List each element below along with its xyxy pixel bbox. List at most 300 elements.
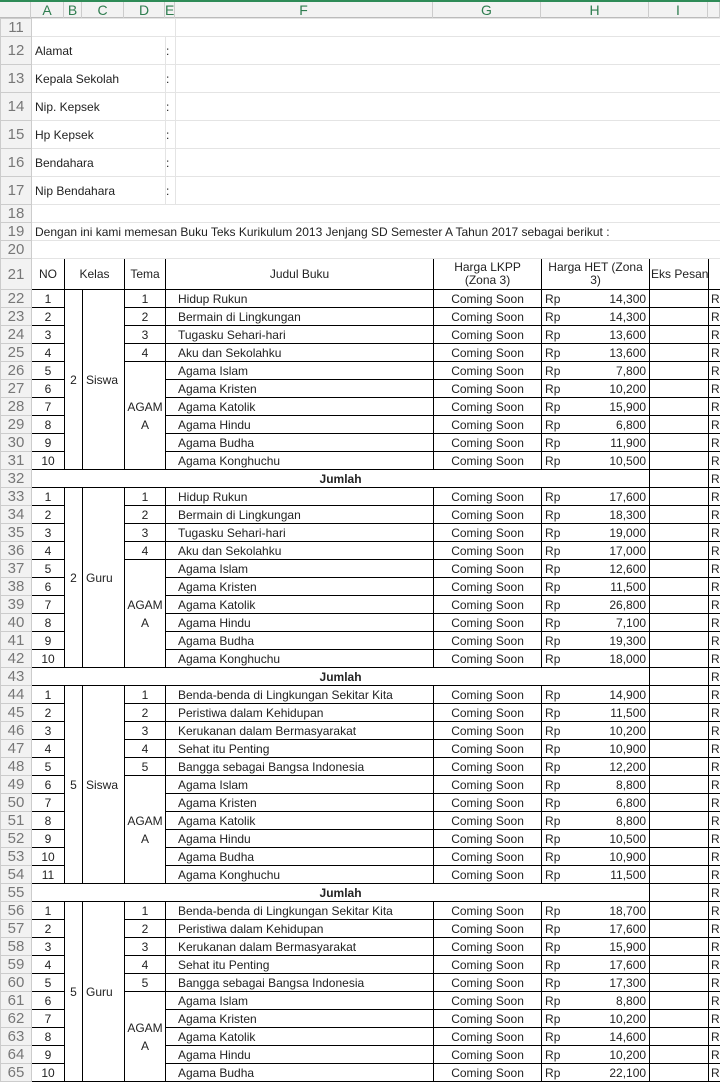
overflow-cell[interactable]: R bbox=[709, 506, 720, 524]
overflow-cell[interactable]: R bbox=[709, 992, 720, 1010]
overflow-cell[interactable]: R bbox=[709, 848, 720, 866]
judul-buku-cell[interactable]: Agama Konghuchu bbox=[166, 866, 434, 884]
row-header[interactable]: 62 bbox=[1, 1010, 32, 1028]
tema-cell[interactable]: 5 bbox=[125, 974, 166, 992]
kelas-label[interactable]: Siswa bbox=[83, 686, 125, 884]
judul-buku-cell[interactable]: Agama Katolik bbox=[166, 596, 434, 614]
eks-pesan-cell[interactable] bbox=[650, 398, 709, 416]
eks-pesan-cell[interactable] bbox=[650, 362, 709, 380]
judul-buku-cell[interactable]: Bangga sebagai Bangsa Indonesia bbox=[166, 758, 434, 776]
harga-het-cell[interactable] bbox=[542, 794, 650, 812]
row-header[interactable]: 27 bbox=[1, 380, 32, 398]
no-cell[interactable]: 4 bbox=[32, 740, 65, 758]
judul-buku-cell[interactable]: Agama Hindu bbox=[166, 830, 434, 848]
no-cell[interactable]: 5 bbox=[32, 560, 65, 578]
harga-het-cell[interactable] bbox=[542, 290, 650, 308]
cell[interactable] bbox=[32, 241, 720, 259]
harga-lkpp-cell[interactable]: Coming Soon bbox=[434, 434, 542, 452]
overflow-cell[interactable]: R bbox=[709, 344, 720, 362]
overflow-cell[interactable]: R bbox=[709, 470, 720, 488]
harga-het-cell[interactable] bbox=[542, 722, 650, 740]
row-header[interactable]: 28 bbox=[1, 398, 32, 416]
row-header[interactable]: 25 bbox=[1, 344, 32, 362]
harga-het-cell[interactable] bbox=[542, 560, 650, 578]
overflow-cell[interactable]: R bbox=[709, 794, 720, 812]
row-header[interactable]: 40 bbox=[1, 614, 32, 632]
row-header[interactable]: 38 bbox=[1, 578, 32, 596]
no-cell[interactable]: 9 bbox=[32, 632, 65, 650]
judul-buku-cell[interactable]: Aku dan Sekolahku bbox=[166, 344, 434, 362]
harga-het-cell[interactable] bbox=[542, 344, 650, 362]
no-cell[interactable]: 6 bbox=[32, 776, 65, 794]
harga-het-cell[interactable] bbox=[542, 326, 650, 344]
row-header[interactable]: 47 bbox=[1, 740, 32, 758]
harga-het-cell[interactable] bbox=[542, 848, 650, 866]
eks-pesan-cell[interactable] bbox=[650, 1010, 709, 1028]
judul-buku-cell[interactable]: Agama Katolik bbox=[166, 398, 434, 416]
overflow-cell[interactable]: R bbox=[709, 416, 720, 434]
harga-lkpp-cell[interactable]: Coming Soon bbox=[434, 722, 542, 740]
harga-lkpp-cell[interactable]: Coming Soon bbox=[434, 596, 542, 614]
harga-het-cell[interactable] bbox=[542, 416, 650, 434]
row-header[interactable]: 44 bbox=[1, 686, 32, 704]
eks-pesan-cell[interactable] bbox=[650, 812, 709, 830]
no-cell[interactable]: 10 bbox=[32, 650, 65, 668]
harga-lkpp-cell[interactable]: Coming Soon bbox=[434, 1046, 542, 1064]
overflow-cell[interactable]: R bbox=[709, 776, 720, 794]
judul-buku-cell[interactable]: Agama Konghuchu bbox=[166, 650, 434, 668]
judul-buku-cell[interactable]: Agama Budha bbox=[166, 1064, 434, 1082]
harga-het-cell[interactable] bbox=[542, 974, 650, 992]
info-value-field[interactable] bbox=[176, 149, 720, 177]
select-all-corner[interactable] bbox=[0, 2, 31, 18]
no-cell[interactable]: 8 bbox=[32, 416, 65, 434]
no-cell[interactable]: 1 bbox=[32, 902, 65, 920]
harga-lkpp-cell[interactable]: Coming Soon bbox=[434, 758, 542, 776]
cell[interactable] bbox=[709, 259, 720, 290]
eks-pesan-cell[interactable] bbox=[650, 992, 709, 1010]
judul-buku-cell[interactable]: Agama Konghuchu bbox=[166, 452, 434, 470]
row-header[interactable]: 35 bbox=[1, 524, 32, 542]
harga-het-cell[interactable] bbox=[542, 1046, 650, 1064]
row-header[interactable]: 32 bbox=[1, 470, 32, 488]
harga-het-cell[interactable] bbox=[542, 902, 650, 920]
row-header[interactable]: 50 bbox=[1, 794, 32, 812]
tema-cell[interactable]: 4 bbox=[125, 740, 166, 758]
tema-cell[interactable]: 5 bbox=[125, 758, 166, 776]
harga-het-cell[interactable] bbox=[542, 1010, 650, 1028]
harga-lkpp-cell[interactable]: Coming Soon bbox=[434, 1064, 542, 1082]
row-header[interactable]: 61 bbox=[1, 992, 32, 1010]
harga-het-cell[interactable] bbox=[542, 992, 650, 1010]
judul-buku-cell[interactable]: Agama Hindu bbox=[166, 614, 434, 632]
overflow-cell[interactable]: R bbox=[709, 524, 720, 542]
eks-pesan-cell[interactable] bbox=[650, 704, 709, 722]
column-header[interactable]: H bbox=[541, 2, 649, 18]
overflow-cell[interactable]: R bbox=[709, 326, 720, 344]
row-header[interactable]: 37 bbox=[1, 560, 32, 578]
row-header[interactable]: 60 bbox=[1, 974, 32, 992]
tema-cell[interactable]: 3 bbox=[125, 722, 166, 740]
judul-buku-cell[interactable]: Agama Kristen bbox=[166, 380, 434, 398]
harga-lkpp-cell[interactable]: Coming Soon bbox=[434, 974, 542, 992]
no-cell[interactable]: 6 bbox=[32, 992, 65, 1010]
harga-lkpp-cell[interactable]: Coming Soon bbox=[434, 614, 542, 632]
jumlah-eks-cell[interactable] bbox=[650, 470, 709, 488]
tema-cell[interactable]: 2 bbox=[125, 920, 166, 938]
row-header[interactable]: 16 bbox=[1, 149, 32, 177]
harga-lkpp-cell[interactable]: Coming Soon bbox=[434, 992, 542, 1010]
overflow-cell[interactable]: R bbox=[709, 920, 720, 938]
overflow-cell[interactable]: R bbox=[709, 956, 720, 974]
row-header[interactable]: 34 bbox=[1, 506, 32, 524]
eks-pesan-cell[interactable] bbox=[650, 920, 709, 938]
overflow-cell[interactable]: R bbox=[709, 290, 720, 308]
no-cell[interactable]: 3 bbox=[32, 524, 65, 542]
harga-het-cell[interactable] bbox=[542, 920, 650, 938]
harga-lkpp-cell[interactable]: Coming Soon bbox=[434, 686, 542, 704]
tema-cell[interactable]: 1 bbox=[125, 290, 166, 308]
no-cell[interactable]: 6 bbox=[32, 578, 65, 596]
judul-buku-cell[interactable]: Hidup Rukun bbox=[166, 290, 434, 308]
eks-pesan-cell[interactable] bbox=[650, 560, 709, 578]
harga-lkpp-cell[interactable]: Coming Soon bbox=[434, 1010, 542, 1028]
judul-buku-cell[interactable]: Agama Kristen bbox=[166, 578, 434, 596]
harga-lkpp-cell[interactable]: Coming Soon bbox=[434, 542, 542, 560]
judul-buku-cell[interactable]: Agama Kristen bbox=[166, 794, 434, 812]
eks-pesan-cell[interactable] bbox=[650, 956, 709, 974]
overflow-cell[interactable]: R bbox=[709, 740, 720, 758]
row-header[interactable]: 23 bbox=[1, 308, 32, 326]
cell[interactable] bbox=[176, 19, 720, 37]
eks-pesan-cell[interactable] bbox=[650, 758, 709, 776]
harga-lkpp-cell[interactable]: Coming Soon bbox=[434, 632, 542, 650]
row-header[interactable]: 63 bbox=[1, 1028, 32, 1046]
tema-cell[interactable]: 4 bbox=[125, 344, 166, 362]
row-header[interactable]: 58 bbox=[1, 938, 32, 956]
row-header[interactable]: 57 bbox=[1, 920, 32, 938]
kelas-label[interactable]: Guru bbox=[83, 488, 125, 668]
eks-pesan-cell[interactable] bbox=[650, 614, 709, 632]
row-header[interactable]: 21 bbox=[1, 259, 32, 290]
judul-buku-cell[interactable]: Bermain di Lingkungan bbox=[166, 308, 434, 326]
row-header[interactable]: 53 bbox=[1, 848, 32, 866]
row-header[interactable]: 46 bbox=[1, 722, 32, 740]
row-header[interactable]: 54 bbox=[1, 866, 32, 884]
overflow-cell[interactable]: R bbox=[709, 308, 720, 326]
no-cell[interactable]: 7 bbox=[32, 794, 65, 812]
harga-lkpp-cell[interactable]: Coming Soon bbox=[434, 344, 542, 362]
judul-buku-cell[interactable]: Agama Hindu bbox=[166, 416, 434, 434]
judul-buku-cell[interactable]: Aku dan Sekolahku bbox=[166, 542, 434, 560]
overflow-cell[interactable]: R bbox=[709, 758, 720, 776]
harga-het-cell[interactable] bbox=[542, 506, 650, 524]
harga-lkpp-cell[interactable]: Coming Soon bbox=[434, 416, 542, 434]
no-cell[interactable]: 10 bbox=[32, 452, 65, 470]
eks-pesan-cell[interactable] bbox=[650, 776, 709, 794]
no-cell[interactable]: 1 bbox=[32, 686, 65, 704]
no-cell[interactable]: 7 bbox=[32, 1010, 65, 1028]
no-cell[interactable]: 3 bbox=[32, 326, 65, 344]
harga-het-cell[interactable] bbox=[542, 956, 650, 974]
info-value-field[interactable] bbox=[176, 65, 720, 93]
no-cell[interactable]: 10 bbox=[32, 848, 65, 866]
row-header[interactable]: 43 bbox=[1, 668, 32, 686]
no-cell[interactable]: 5 bbox=[32, 758, 65, 776]
harga-het-cell[interactable] bbox=[542, 542, 650, 560]
no-cell[interactable]: 9 bbox=[32, 830, 65, 848]
overflow-cell[interactable]: R bbox=[709, 542, 720, 560]
overflow-cell[interactable]: R bbox=[709, 398, 720, 416]
row-header[interactable]: 12 bbox=[1, 37, 32, 65]
eks-pesan-cell[interactable] bbox=[650, 1046, 709, 1064]
eks-pesan-cell[interactable] bbox=[650, 938, 709, 956]
column-header[interactable]: I bbox=[649, 2, 708, 18]
overflow-cell[interactable]: R bbox=[709, 1064, 720, 1082]
harga-lkpp-cell[interactable]: Coming Soon bbox=[434, 290, 542, 308]
harga-lkpp-cell[interactable]: Coming Soon bbox=[434, 578, 542, 596]
info-value-field[interactable] bbox=[176, 177, 720, 205]
harga-lkpp-cell[interactable]: Coming Soon bbox=[434, 956, 542, 974]
eks-pesan-cell[interactable] bbox=[650, 848, 709, 866]
harga-het-cell[interactable] bbox=[542, 524, 650, 542]
overflow-cell[interactable]: R bbox=[709, 560, 720, 578]
row-header[interactable]: 41 bbox=[1, 632, 32, 650]
row-header[interactable]: 56 bbox=[1, 902, 32, 920]
overflow-cell[interactable]: R bbox=[709, 812, 720, 830]
cell[interactable] bbox=[32, 205, 720, 223]
overflow-cell[interactable]: R bbox=[709, 614, 720, 632]
harga-het-cell[interactable] bbox=[542, 866, 650, 884]
judul-buku-cell[interactable]: Kerukanan dalam Bermasyarakat bbox=[166, 722, 434, 740]
judul-buku-cell[interactable]: Tugasku Sehari-hari bbox=[166, 524, 434, 542]
no-cell[interactable]: 8 bbox=[32, 812, 65, 830]
judul-buku-cell[interactable]: Agama Hindu bbox=[166, 1046, 434, 1064]
no-cell[interactable]: 5 bbox=[32, 974, 65, 992]
no-cell[interactable]: 2 bbox=[32, 506, 65, 524]
row-header[interactable]: 59 bbox=[1, 956, 32, 974]
tema-cell[interactable]: 2 bbox=[125, 704, 166, 722]
judul-buku-cell[interactable]: Peristiwa dalam Kehidupan bbox=[166, 704, 434, 722]
overflow-cell[interactable]: R bbox=[709, 866, 720, 884]
column-header[interactable]: G bbox=[433, 2, 541, 18]
row-header[interactable]: 33 bbox=[1, 488, 32, 506]
info-value-field[interactable] bbox=[176, 121, 720, 149]
eks-pesan-cell[interactable] bbox=[650, 434, 709, 452]
row-header[interactable]: 14 bbox=[1, 93, 32, 121]
eks-pesan-cell[interactable] bbox=[650, 830, 709, 848]
judul-buku-cell[interactable]: Agama Budha bbox=[166, 434, 434, 452]
row-header[interactable]: 15 bbox=[1, 121, 32, 149]
overflow-cell[interactable]: R bbox=[709, 1028, 720, 1046]
no-cell[interactable]: 3 bbox=[32, 938, 65, 956]
harga-het-cell[interactable] bbox=[542, 830, 650, 848]
eks-pesan-cell[interactable] bbox=[650, 524, 709, 542]
column-header[interactable]: D bbox=[124, 2, 165, 18]
row-header[interactable]: 64 bbox=[1, 1046, 32, 1064]
eks-pesan-cell[interactable] bbox=[650, 596, 709, 614]
harga-lkpp-cell[interactable]: Coming Soon bbox=[434, 794, 542, 812]
column-header[interactable]: A bbox=[31, 2, 64, 18]
overflow-cell[interactable]: R bbox=[709, 434, 720, 452]
judul-buku-cell[interactable]: Hidup Rukun bbox=[166, 488, 434, 506]
overflow-cell[interactable]: R bbox=[709, 632, 720, 650]
eks-pesan-cell[interactable] bbox=[650, 794, 709, 812]
harga-lkpp-cell[interactable]: Coming Soon bbox=[434, 380, 542, 398]
kelas-number[interactable]: 5 bbox=[65, 686, 83, 884]
no-cell[interactable]: 1 bbox=[32, 290, 65, 308]
eks-pesan-cell[interactable] bbox=[650, 380, 709, 398]
no-cell[interactable]: 7 bbox=[32, 596, 65, 614]
judul-buku-cell[interactable]: Agama Budha bbox=[166, 848, 434, 866]
row-header[interactable]: 55 bbox=[1, 884, 32, 902]
no-cell[interactable]: 4 bbox=[32, 956, 65, 974]
overflow-cell[interactable]: R bbox=[709, 488, 720, 506]
harga-lkpp-cell[interactable]: Coming Soon bbox=[434, 650, 542, 668]
harga-lkpp-cell[interactable]: Coming Soon bbox=[434, 560, 542, 578]
no-cell[interactable]: 9 bbox=[32, 1046, 65, 1064]
overflow-cell[interactable]: R bbox=[709, 362, 720, 380]
eks-pesan-cell[interactable] bbox=[650, 488, 709, 506]
eks-pesan-cell[interactable] bbox=[650, 344, 709, 362]
eks-pesan-cell[interactable] bbox=[650, 416, 709, 434]
overflow-cell[interactable]: R bbox=[709, 578, 720, 596]
tema-cell[interactable]: 2 bbox=[125, 308, 166, 326]
overflow-cell[interactable]: R bbox=[709, 452, 720, 470]
harga-lkpp-cell[interactable]: Coming Soon bbox=[434, 308, 542, 326]
row-header[interactable]: 65 bbox=[1, 1064, 32, 1082]
row-header[interactable]: 19 bbox=[1, 223, 32, 241]
no-cell[interactable]: 8 bbox=[32, 1028, 65, 1046]
row-header[interactable]: 22 bbox=[1, 290, 32, 308]
judul-buku-cell[interactable]: Agama Islam bbox=[166, 776, 434, 794]
overflow-cell[interactable]: R bbox=[709, 1046, 720, 1064]
eks-pesan-cell[interactable] bbox=[650, 578, 709, 596]
overflow-cell[interactable]: R bbox=[709, 938, 720, 956]
judul-buku-cell[interactable]: Agama Islam bbox=[166, 992, 434, 1010]
row-header[interactable]: 36 bbox=[1, 542, 32, 560]
harga-lkpp-cell[interactable]: Coming Soon bbox=[434, 938, 542, 956]
harga-het-cell[interactable] bbox=[542, 1064, 650, 1082]
row-header[interactable]: 48 bbox=[1, 758, 32, 776]
harga-lkpp-cell[interactable]: Coming Soon bbox=[434, 1028, 542, 1046]
overflow-cell[interactable]: R bbox=[709, 722, 720, 740]
row-header[interactable]: 17 bbox=[1, 177, 32, 205]
tema-cell[interactable]: 4 bbox=[125, 956, 166, 974]
harga-het-cell[interactable] bbox=[542, 380, 650, 398]
harga-het-cell[interactable] bbox=[542, 776, 650, 794]
harga-lkpp-cell[interactable]: Coming Soon bbox=[434, 506, 542, 524]
harga-lkpp-cell[interactable]: Coming Soon bbox=[434, 740, 542, 758]
harga-het-cell[interactable] bbox=[542, 398, 650, 416]
harga-lkpp-cell[interactable]: Coming Soon bbox=[434, 326, 542, 344]
row-header[interactable]: 51 bbox=[1, 812, 32, 830]
kelas-number[interactable]: 5 bbox=[65, 902, 83, 1082]
judul-buku-cell[interactable]: Agama Kristen bbox=[166, 1010, 434, 1028]
row-header[interactable]: 29 bbox=[1, 416, 32, 434]
judul-buku-cell[interactable]: Peristiwa dalam Kehidupan bbox=[166, 920, 434, 938]
harga-het-cell[interactable] bbox=[542, 650, 650, 668]
row-header[interactable]: 24 bbox=[1, 326, 32, 344]
no-cell[interactable]: 7 bbox=[32, 398, 65, 416]
info-value-field[interactable] bbox=[176, 37, 720, 65]
eks-pesan-cell[interactable] bbox=[650, 650, 709, 668]
eks-pesan-cell[interactable] bbox=[650, 740, 709, 758]
row-header[interactable]: 49 bbox=[1, 776, 32, 794]
overflow-cell[interactable]: R bbox=[709, 902, 720, 920]
harga-het-cell[interactable] bbox=[542, 614, 650, 632]
no-cell[interactable]: 8 bbox=[32, 614, 65, 632]
eks-pesan-cell[interactable] bbox=[650, 722, 709, 740]
judul-buku-cell[interactable]: Agama Islam bbox=[166, 362, 434, 380]
row-header[interactable]: 31 bbox=[1, 452, 32, 470]
harga-lkpp-cell[interactable]: Coming Soon bbox=[434, 830, 542, 848]
harga-lkpp-cell[interactable]: Coming Soon bbox=[434, 902, 542, 920]
row-header[interactable]: 42 bbox=[1, 650, 32, 668]
harga-het-cell[interactable] bbox=[542, 1028, 650, 1046]
harga-het-cell[interactable] bbox=[542, 596, 650, 614]
eks-pesan-cell[interactable] bbox=[650, 686, 709, 704]
judul-buku-cell[interactable]: Sehat itu Penting bbox=[166, 740, 434, 758]
harga-het-cell[interactable] bbox=[542, 686, 650, 704]
harga-lkpp-cell[interactable]: Coming Soon bbox=[434, 920, 542, 938]
harga-lkpp-cell[interactable]: Coming Soon bbox=[434, 704, 542, 722]
harga-lkpp-cell[interactable]: Coming Soon bbox=[434, 398, 542, 416]
no-cell[interactable]: 3 bbox=[32, 722, 65, 740]
eks-pesan-cell[interactable] bbox=[650, 1064, 709, 1082]
tema-cell[interactable]: 3 bbox=[125, 524, 166, 542]
no-cell[interactable]: 1 bbox=[32, 488, 65, 506]
harga-lkpp-cell[interactable]: Coming Soon bbox=[434, 848, 542, 866]
overflow-cell[interactable]: R bbox=[709, 668, 720, 686]
jumlah-eks-cell[interactable] bbox=[650, 668, 709, 686]
harga-het-cell[interactable] bbox=[542, 434, 650, 452]
row-header[interactable]: 52 bbox=[1, 830, 32, 848]
overflow-cell[interactable]: R bbox=[709, 974, 720, 992]
overflow-cell[interactable]: R bbox=[709, 704, 720, 722]
tema-cell[interactable]: 2 bbox=[125, 506, 166, 524]
harga-het-cell[interactable] bbox=[542, 488, 650, 506]
no-cell[interactable]: 4 bbox=[32, 344, 65, 362]
column-header[interactable]: B bbox=[64, 2, 82, 18]
harga-lkpp-cell[interactable]: Coming Soon bbox=[434, 812, 542, 830]
overflow-cell[interactable]: R bbox=[709, 884, 720, 902]
eks-pesan-cell[interactable] bbox=[650, 1028, 709, 1046]
judul-buku-cell[interactable]: Benda-benda di Lingkungan Sekitar Kita bbox=[166, 902, 434, 920]
harga-het-cell[interactable] bbox=[542, 362, 650, 380]
tema-cell[interactable]: 1 bbox=[125, 488, 166, 506]
column-header[interactable]: F bbox=[175, 2, 433, 18]
eks-pesan-cell[interactable] bbox=[650, 974, 709, 992]
tema-agama[interactable]: AGAMA bbox=[125, 560, 166, 668]
harga-lkpp-cell[interactable]: Coming Soon bbox=[434, 524, 542, 542]
row-header[interactable]: 11 bbox=[1, 19, 32, 37]
harga-lkpp-cell[interactable]: Coming Soon bbox=[434, 776, 542, 794]
harga-het-cell[interactable] bbox=[542, 740, 650, 758]
tema-cell[interactable]: 4 bbox=[125, 542, 166, 560]
jumlah-eks-cell[interactable] bbox=[650, 884, 709, 902]
kelas-label[interactable]: Siswa bbox=[83, 290, 125, 470]
row-header[interactable]: 13 bbox=[1, 65, 32, 93]
tema-cell[interactable]: 1 bbox=[125, 902, 166, 920]
eks-pesan-cell[interactable] bbox=[650, 326, 709, 344]
harga-het-cell[interactable] bbox=[542, 758, 650, 776]
harga-het-cell[interactable] bbox=[542, 704, 650, 722]
overflow-cell[interactable]: R bbox=[709, 650, 720, 668]
judul-buku-cell[interactable]: Agama Budha bbox=[166, 632, 434, 650]
eks-pesan-cell[interactable] bbox=[650, 632, 709, 650]
row-header[interactable]: 30 bbox=[1, 434, 32, 452]
